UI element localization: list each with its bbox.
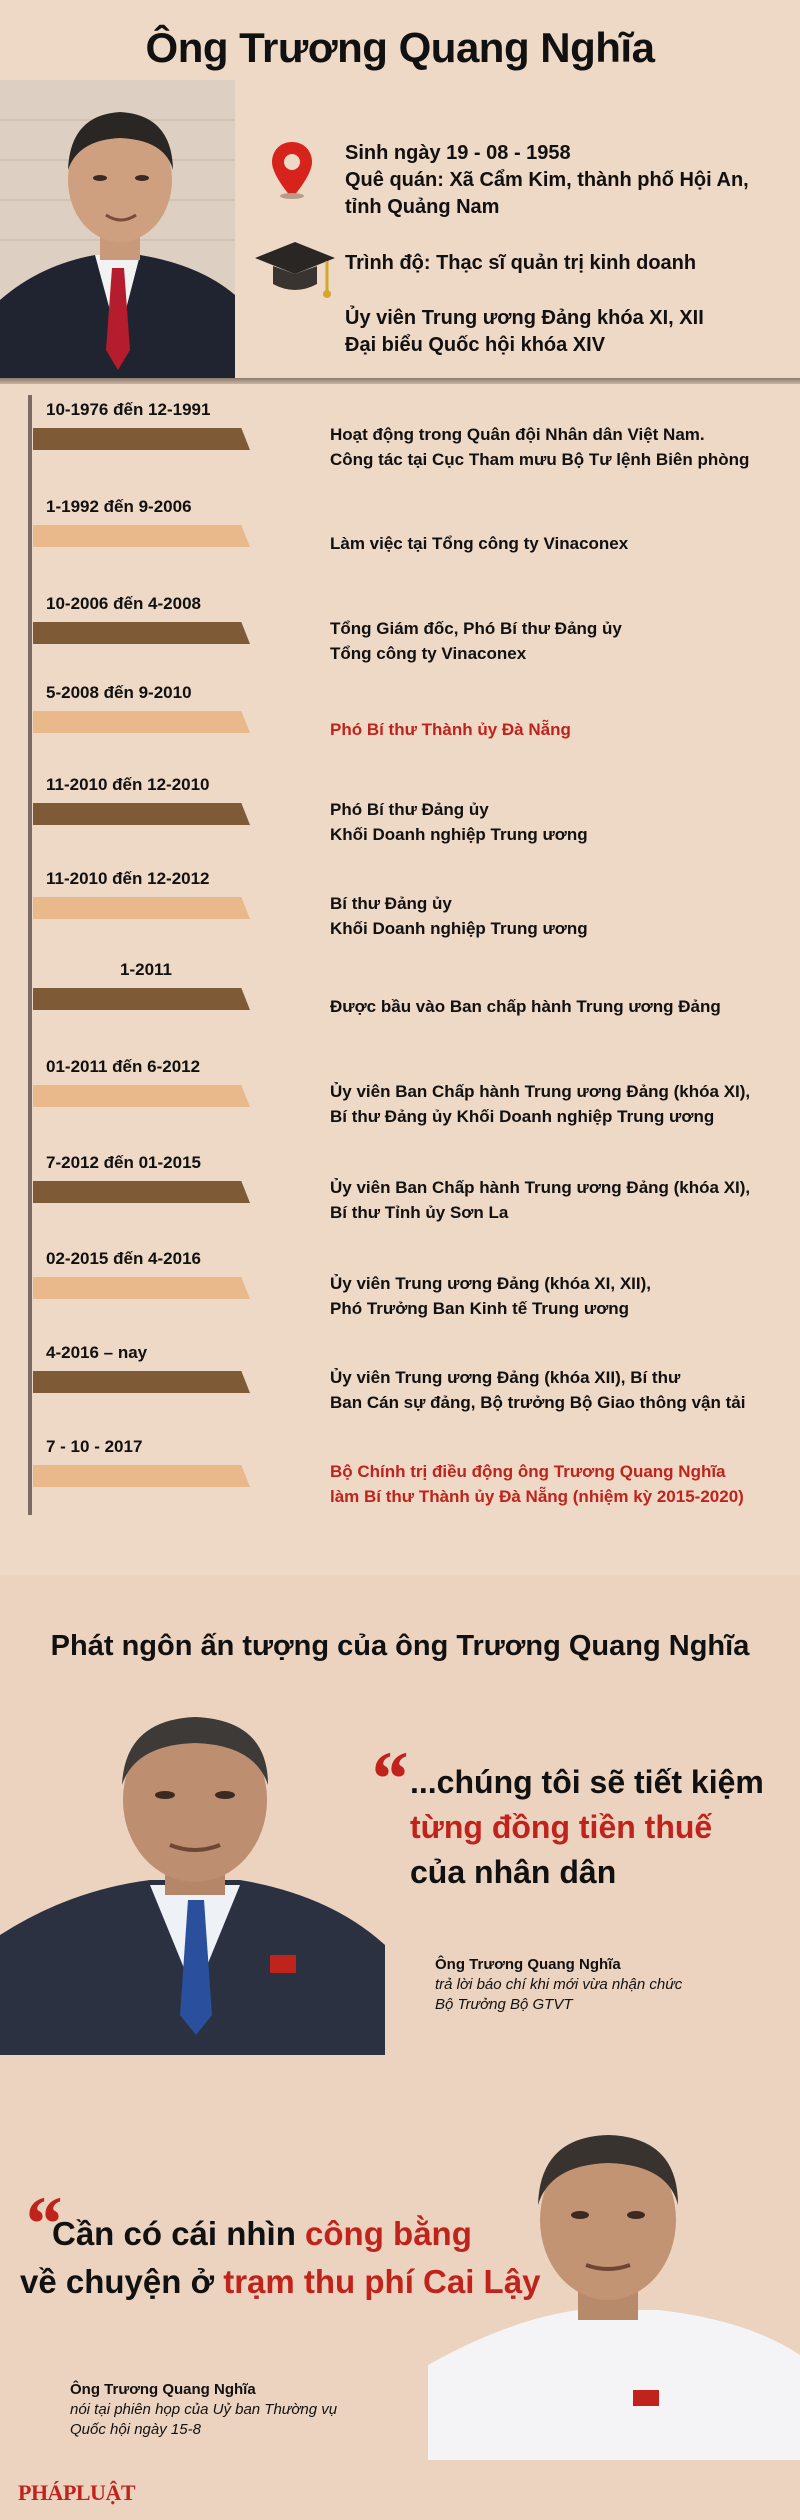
timeline-bar xyxy=(33,1181,250,1203)
timeline-description-line: Phó Bí thư Đảng ủy xyxy=(330,800,489,819)
timeline-description-line: Bí thư Tỉnh ủy Sơn La xyxy=(330,1203,509,1222)
timeline-item xyxy=(0,1057,800,1153)
timeline-date: 10-2006 đến 4-2008 xyxy=(46,594,201,613)
timeline-date: 10-1976 đến 12-1991 xyxy=(46,400,211,419)
timeline-description-line: Bí thư Đảng ủy Khối Doanh nghiệp Trung ương xyxy=(330,1107,715,1126)
timeline-bar xyxy=(33,525,250,547)
timeline-description-line: Ủy viên Trung ương Đảng (khóa XII), Bí thư xyxy=(330,1368,681,1387)
timeline-bar xyxy=(33,988,250,1010)
timeline-date: 01-2011 đến 6-2012 xyxy=(46,1057,201,1076)
timeline-date: 1-2011 xyxy=(120,960,172,979)
quote-2-caption xyxy=(70,2380,337,2440)
quote-2-speaker: Ông Trương Quang Nghĩa xyxy=(70,2381,256,2398)
career-timeline xyxy=(0,385,800,1540)
timeline-description xyxy=(330,531,628,556)
position-line-2: Đại biểu Quốc hội khóa XIV xyxy=(345,334,606,356)
timeline-date: 1-1992 đến 9-2006 xyxy=(46,497,192,516)
timeline-description-line: Khối Doanh nghiệp Trung ương xyxy=(330,919,588,938)
timeline-description xyxy=(330,616,622,666)
quote-1-line-3: của nhân dân xyxy=(410,1854,617,1890)
timeline-description-line: Phó Trưởng Ban Kinh tế Trung ương xyxy=(330,1299,630,1318)
timeline-description xyxy=(330,717,571,742)
timeline-description-line: Ban Cán sự đảng, Bộ trưởng Bộ Giao thông vận tải xyxy=(330,1393,746,1412)
timeline-description-line: Khối Doanh nghiệp Trung ương xyxy=(330,825,588,844)
timeline-bar xyxy=(33,1371,250,1393)
quotes-section-title: Phát ngôn ấn tượng của ông Trương Quang Nghĩa xyxy=(50,1630,750,1662)
timeline-bar xyxy=(33,1465,250,1487)
timeline-description-line: Tổng công ty Vinaconex xyxy=(330,644,527,663)
timeline-bar xyxy=(33,711,250,733)
timeline-date: 11-2010 đến 12-2010 xyxy=(46,775,210,794)
timeline-description-line: Làm việc tại Tổng công ty Vinaconex xyxy=(330,534,629,553)
quote-1-line-1: ...chúng tôi sẽ tiết kiệm xyxy=(410,1764,764,1800)
hometown-line-2: tỉnh Quảng Nam xyxy=(345,196,500,218)
timeline-date: 7 - 10 - 2017 xyxy=(46,1437,143,1456)
timeline-bar xyxy=(33,1085,250,1107)
timeline-date: 11-2010 đến 12-2012 xyxy=(46,869,210,888)
timeline-description xyxy=(330,1365,745,1415)
timeline-bar xyxy=(33,428,250,450)
timeline-item xyxy=(0,497,800,593)
quote-mark-1: “ xyxy=(368,1735,407,1822)
quotes-section xyxy=(0,1575,800,2520)
header-divider xyxy=(0,378,800,384)
timeline-date: 5-2008 đến 9-2010 xyxy=(46,683,192,702)
location-pin-icon xyxy=(270,140,314,200)
timeline-bar xyxy=(33,897,250,919)
page-title: Ông Trương Quang Nghĩa xyxy=(145,24,655,71)
timeline-description-line: Công tác tại Cục Tham mưu Bộ Tư lệnh Biên phòng xyxy=(330,450,750,469)
quote-1-context-2: Bộ Trưởng Bộ GTVT xyxy=(435,1996,573,2013)
timeline-item xyxy=(0,775,800,871)
quote-mark-2: “ xyxy=(22,2180,61,2267)
timeline-description xyxy=(330,1175,750,1225)
quote-2-line-2-text: về chuyện ở xyxy=(20,2263,224,2300)
publisher-logo: PHÁPLUẬT xyxy=(18,2480,135,2505)
timeline-description xyxy=(330,422,749,472)
timeline-description-line: Ủy viên Ban Chấp hành Trung ương Đảng (khóa XI), xyxy=(330,1178,751,1197)
timeline-description xyxy=(330,1459,744,1509)
hometown-line-1: Quê quán: Xã Cẩm Kim, thành phố Hội An, xyxy=(345,169,749,191)
timeline-item xyxy=(0,1249,800,1345)
timeline-item xyxy=(0,1153,800,1249)
timeline-description-line: Ủy viên Ban Chấp hành Trung ương Đảng (khóa XI), xyxy=(330,1082,751,1101)
quote-1-line-2: từng đồng tiền thuế xyxy=(410,1809,713,1845)
portrait-photo xyxy=(0,80,235,380)
timeline-bar xyxy=(33,803,250,825)
timeline-item xyxy=(0,594,800,690)
quote-1-context-1: trả lời báo chí khi mới vừa nhận chức xyxy=(435,1976,683,1993)
quote-1-speaker: Ông Trương Quang Nghĩa xyxy=(435,1956,621,1973)
quote-2-line-2 xyxy=(20,2258,540,2306)
timeline-item xyxy=(0,1343,800,1439)
quote-portrait-1 xyxy=(0,1695,385,2055)
quote-2-line-1 xyxy=(52,2210,540,2258)
timeline-description xyxy=(330,891,588,941)
birth-date: Sinh ngày 19 - 08 - 1958 xyxy=(345,142,571,164)
profile-header xyxy=(0,0,800,385)
timeline-description-line: Ủy viên Trung ương Đảng (khóa XI, XII), xyxy=(330,1274,651,1293)
timeline-description-line: Hoạt động trong Quân đội Nhân dân Việt Nam. xyxy=(330,425,705,444)
education: Trình độ: Thạc sĩ quản trị kinh doanh xyxy=(345,252,697,274)
timeline-description xyxy=(330,797,588,847)
timeline-item xyxy=(0,683,800,779)
timeline-bar xyxy=(33,622,250,644)
quote-2-context-1: nói tại phiên họp của Uỷ ban Thường vụ xyxy=(70,2401,338,2418)
graduation-cap-icon xyxy=(255,230,335,310)
timeline-item xyxy=(0,869,800,965)
timeline-item xyxy=(0,1437,800,1533)
timeline-description-line: Bộ Chính trị điều động ông Trương Quang Nghĩa xyxy=(330,1462,726,1481)
timeline-description-line: Tổng Giám đốc, Phó Bí thư Đảng ủy xyxy=(330,619,622,638)
timeline-bar xyxy=(33,1277,250,1299)
position-line-1: Ủy viên Trung ương Đảng khóa XI, XII xyxy=(345,307,704,329)
quote-2-line-1-text: Cần có cái nhìn xyxy=(52,2215,306,2252)
quote-1-caption xyxy=(435,1955,682,2015)
timeline-description xyxy=(330,1079,750,1129)
timeline-date: 7-2012 đến 01-2015 xyxy=(46,1153,201,1172)
quote-2-context-2: Quốc hội ngày 15-8 xyxy=(70,2421,201,2438)
timeline-description xyxy=(330,1271,651,1321)
quote-2-highlight-1: công bằng xyxy=(305,2215,472,2252)
timeline-description-line: Bí thư Đảng ủy xyxy=(330,894,452,913)
timeline-description xyxy=(330,994,721,1019)
timeline-date: 4-2016 – nay xyxy=(46,1343,148,1362)
timeline-description-line: làm Bí thư Thành ủy Đà Nẵng (nhiệm kỳ 2015-2020) xyxy=(330,1487,744,1506)
timeline-description-line: Phó Bí thư Thành ủy Đà Nẵng xyxy=(330,720,571,739)
timeline-item xyxy=(0,400,800,496)
timeline-item xyxy=(0,960,800,1056)
timeline-description-line: Được bầu vào Ban chấp hành Trung ương Đảng xyxy=(330,997,721,1016)
timeline-date: 02-2015 đến 4-2016 xyxy=(46,1249,201,1268)
quote-2-highlight-2: trạm thu phí Cai Lậy xyxy=(223,2263,541,2300)
